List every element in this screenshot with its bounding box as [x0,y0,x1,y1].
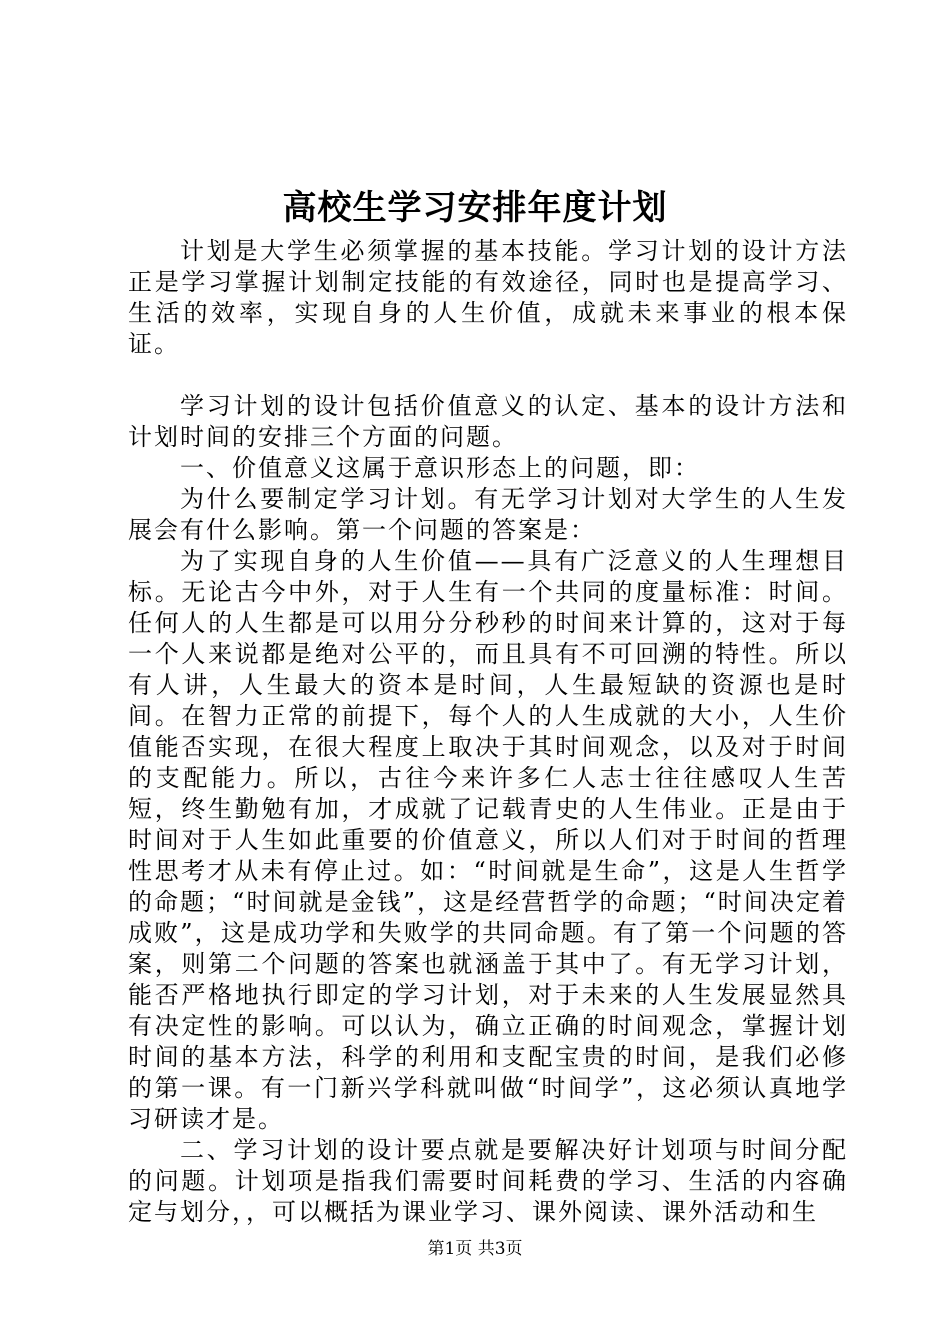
document-body [128,236,848,1228]
paragraph-overview: 学习计划的设计包括价值意义的认定、基本的设计方法和计划时间的安排三个方面的问题。 [128,392,848,451]
paragraph-section-two: 二、学习计划的设计要点就是要解决好计划项与时间分配的问题。计划项是指我们需要时间耗费的学习、生活的内容确定与划分，，可以概括为课业学习、课外阅读、课外活动和生 [128,1136,848,1226]
document-title: 高校生学习安排年度计划 [282,188,668,228]
paragraph-question: 为什么要制定学习计划。有无学习计划对大学生的人生发展会有什么影响。第一个问题的答案是： [128,485,848,544]
paragraph-answer: 为了实现自身的人生价值——具有广泛意义的人生理想目标。无论古今中外，对于人生有一个共同的度量标准：时间。任何人的人生都是可以用分分秒秒的时间来计算的，这对于每一个人来说都是绝对公平的，而且具有不可回溯的特性。所以有人讲，人生最大的资本是时间，人生最短缺的资源也是时间。在智力正常的前提下，每个人的人生成就的大小，人生价值能否实现，在很大程度上取决于其时间观念，以及对于时间的支配能力。所以，古往今来许多仁人志士往往感叹人生苦短，终生勤勉有加，才成就了记载青史的人生伟业。正是由于时间对于人生如此重要的价值意义，所以人们对于时间的哲理性思考才从未有停止过。如：“时间就是生命”，这是人生哲学的命题；“时间就是金钱”，这是经营哲学的命题；“时间决定着成败”，这是成功学和失败学的共同命题。有了第一个问题的答案，则第二个问题的答案也就涵盖于其中了。有无学习计划，能否严格地执行即定的学习计划，对于未来的人生发展显然具有决定性的影响。可以认为，确立正确的时间观念，掌握计划时间的基本方法，科学的利用和支配宝贵的时间，是我们必修的第一课。有一门新兴学科就叫做“时间学”，这必须认真地学习研读才是。 [128,547,848,1133]
paragraph-section-one-heading: 一、价值意义这属于意识形态上的问题，即： [180,454,700,482]
page-number-footer: 第1页 共3页 [427,1239,523,1259]
paragraph-intro: 计划是大学生必须掌握的基本技能。学习计划的设计方法正是学习掌握计划制定技能的有效途径，同时也是提高学习、生活的效率，实现自身的人生价值，成就未来事业的根本保证。 [128,237,848,358]
